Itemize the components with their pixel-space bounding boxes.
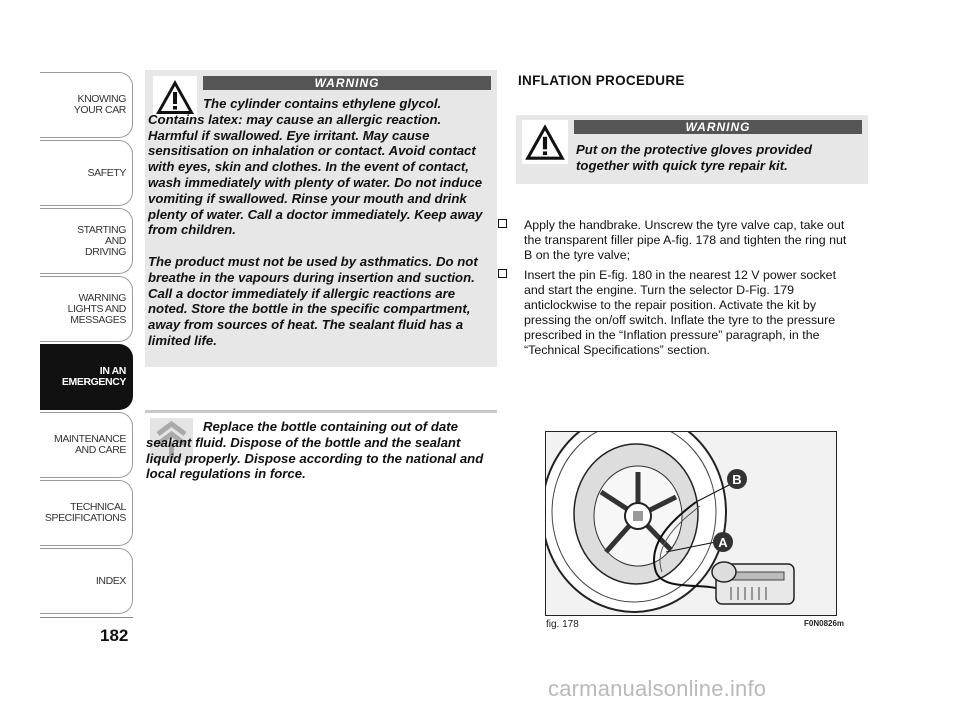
watermark: carmanualsonline.info (548, 676, 767, 701)
warning-header: WARNING (574, 120, 862, 134)
figure-code: F0N0826m (804, 619, 845, 628)
page-number-rule (40, 617, 133, 618)
tab-in-an-emergency[interactable]: IN AN EMERGENCY (40, 344, 133, 410)
right-warning-box (516, 115, 868, 184)
tab-index[interactable]: INDEX (40, 548, 133, 614)
procedure-steps (498, 218, 848, 363)
list-item (498, 268, 848, 358)
left-warning-text-2: The product must not be used by asthmatics. Do not breathe in the vapours during insertion and suction. Call a doctor immediately if allergic reactions are noted. Store the bottle in the specific compartment, away from sources of heat. The sealant fluid has a limited life. (148, 254, 478, 348)
checkbox-bullet-icon (498, 219, 507, 228)
tab-starting-and-driving[interactable]: STARTING AND DRIVING (40, 208, 133, 274)
note-divider (145, 410, 497, 413)
left-warning-box (145, 70, 497, 367)
warning-triangle-icon (522, 120, 568, 164)
list-item (498, 218, 848, 263)
page-number: 182 (100, 626, 129, 645)
environment-note-text: Replace the bottle containing out of date sealant fluid. Dispose of the bottle and the sealant liquid properly. Dispose according to the national and local regulations in force. (146, 419, 484, 482)
figure-178 (545, 431, 837, 616)
left-warning-text: The cylinder contains ethylene glycol. Contains latex: may cause an allergic reaction. Harmful if swallowed. Eye irritant. May cause sensitisation on inhalation or contact. Avoid contact with eyes, skin and clothes. In the event of contact, wash immediately with plenty of water. Do not induce vomiting if swallowed. Rinse your mouth and drink plenty of water. Call a doctor immediately. Keep away from children. (148, 96, 483, 238)
figure-caption: fig. 178 (546, 619, 579, 630)
right-warning-text: Put on the protective gloves provided together with quick tyre repair kit. (576, 142, 812, 173)
checkbox-bullet-icon (498, 269, 507, 278)
tab-technical-specifications[interactable]: TECHNICAL SPECIFICATIONS (40, 480, 133, 546)
callout-b: B (732, 472, 742, 487)
section-heading: INFLATION PROCEDURE (518, 73, 685, 88)
tab-warning-lights[interactable]: WARNING LIGHTS AND MESSAGES (40, 276, 133, 342)
callout-a: A (718, 535, 728, 550)
step-text: Insert the pin E-fig. 180 in the nearest 12 V power socket and start the engine. Turn the selector D-Fig. 179 anticlockwise to the repair position. Activate the kit by pressing the on/off switch. Inflate the tyre to the pressure prescribed in the “Inflation pressure” paragraph, in the “Technical Specifications” section. (524, 268, 837, 357)
tyre-compressor-illustration (546, 432, 836, 615)
warning-header: WARNING (203, 76, 491, 90)
tab-safety[interactable]: SAFETY (40, 140, 133, 206)
step-text: Apply the handbrake. Unscrew the tyre valve cap, take out the transparent filler pipe A-fig. 178 and tighten the ring nut B on the tyre valve; (524, 218, 847, 262)
tab-maintenance-and-care[interactable]: MAINTENANCE AND CARE (40, 412, 133, 478)
tab-knowing-your-car[interactable]: KNOWING YOUR CAR (40, 72, 133, 138)
